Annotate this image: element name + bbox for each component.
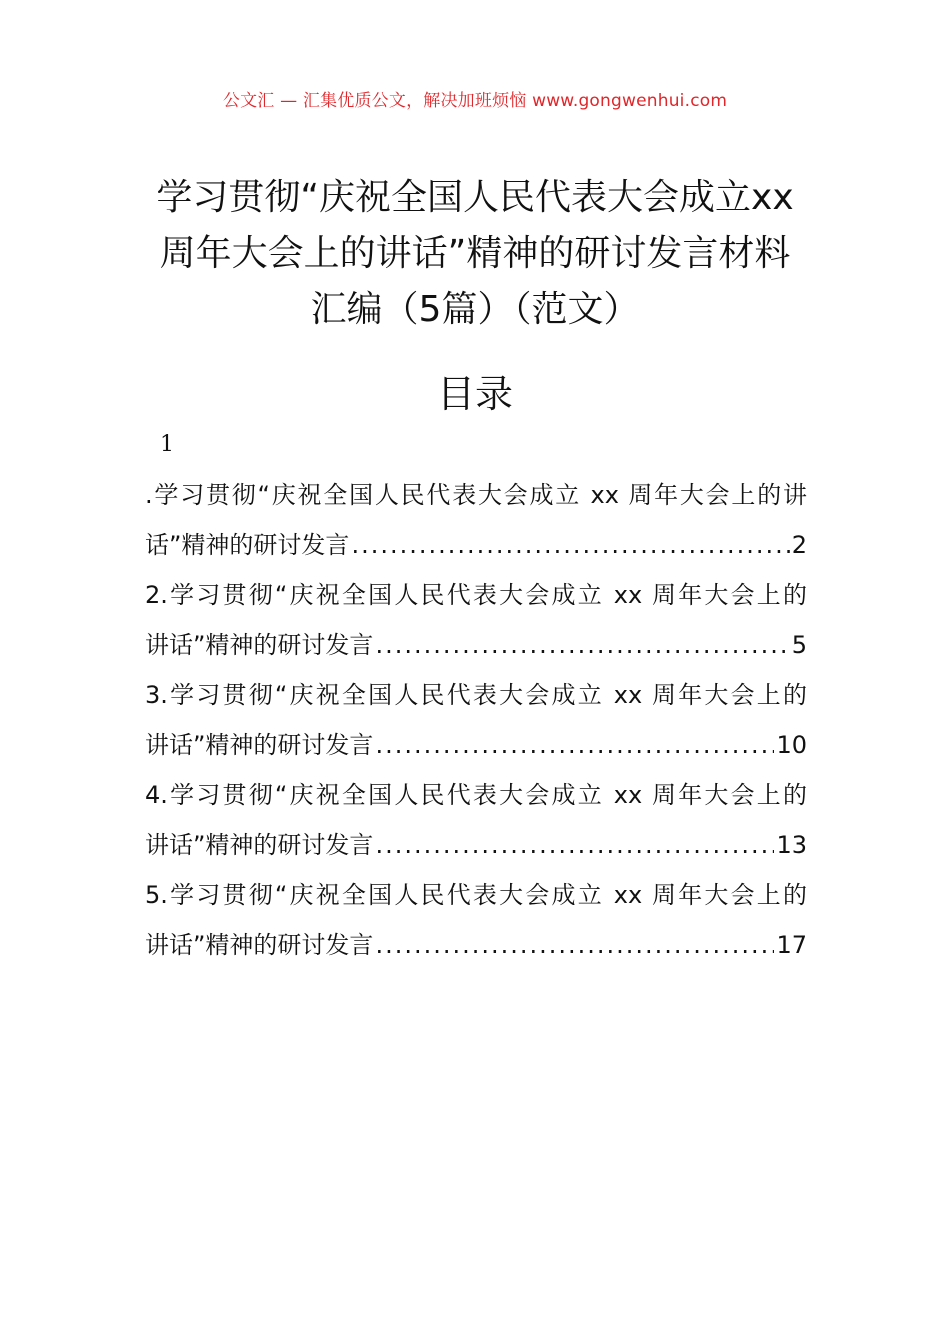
toc-entry-continuation[interactable] <box>145 620 807 670</box>
toc-entry-page: 17 <box>776 931 807 959</box>
toc-entry-title-rest: 讲话”精神的研讨发言 <box>145 831 374 859</box>
title-line-2: 周年大会上的讲话”精神的研讨发言材料 <box>159 233 791 274</box>
dot-leader <box>375 820 774 870</box>
toc-entry-continuation[interactable] <box>145 820 807 870</box>
document-title <box>120 170 830 338</box>
toc-entry-title-rest: 话”精神的研讨发言 <box>145 531 350 559</box>
toc-entry-5[interactable] <box>145 870 807 970</box>
dot-leader <box>351 520 789 570</box>
toc-entry-3[interactable] <box>145 670 807 770</box>
toc-heading: 目录 <box>436 372 513 416</box>
toc-entry-1[interactable] <box>145 470 807 570</box>
toc-entry-page: 10 <box>776 731 807 759</box>
toc-entry-title[interactable]: .学习贯彻“庆祝全国人民代表大会成立 xx 周年大会上的讲 <box>145 481 807 509</box>
dot-leader <box>375 620 789 670</box>
toc-entry-continuation[interactable] <box>145 920 807 970</box>
toc-entry-title[interactable]: 2.学习贯彻“庆祝全国人民代表大会成立 xx 周年大会上的 <box>145 581 807 609</box>
header-banner[interactable]: 公文汇 — 汇集优质公文，解决加班烦恼 www.gongwenhui.com <box>222 91 728 111</box>
toc-entry-page: 13 <box>776 831 807 859</box>
toc-entry-page: 5 <box>791 631 807 659</box>
toc-entry-4[interactable] <box>145 770 807 870</box>
toc-entry-title-rest: 讲话”精神的研讨发言 <box>145 631 374 659</box>
toc-entry-continuation[interactable] <box>145 720 807 770</box>
dot-leader <box>375 720 774 770</box>
toc-entry-title[interactable]: 3.学习贯彻“庆祝全国人民代表大会成立 xx 周年大会上的 <box>145 681 807 709</box>
table-of-contents <box>145 470 807 970</box>
toc-entry-continuation[interactable] <box>145 520 807 570</box>
toc-entry-title-rest: 讲话”精神的研讨发言 <box>145 731 374 759</box>
toc-entry-title[interactable]: 4.学习贯彻“庆祝全国人民代表大会成立 xx 周年大会上的 <box>145 781 807 809</box>
title-line-1: 学习贯彻“庆祝全国人民代表大会成立xx <box>156 177 794 218</box>
stray-page-number: 1 <box>160 432 174 457</box>
toc-entry-title-rest: 讲话”精神的研讨发言 <box>145 931 374 959</box>
dot-leader <box>375 920 774 970</box>
toc-entry-title[interactable]: 5.学习贯彻“庆祝全国人民代表大会成立 xx 周年大会上的 <box>145 881 807 909</box>
title-line-3: 汇编（5篇）（范文） <box>310 289 640 330</box>
toc-entry-page: 2 <box>791 531 807 559</box>
toc-entry-2[interactable] <box>145 570 807 670</box>
